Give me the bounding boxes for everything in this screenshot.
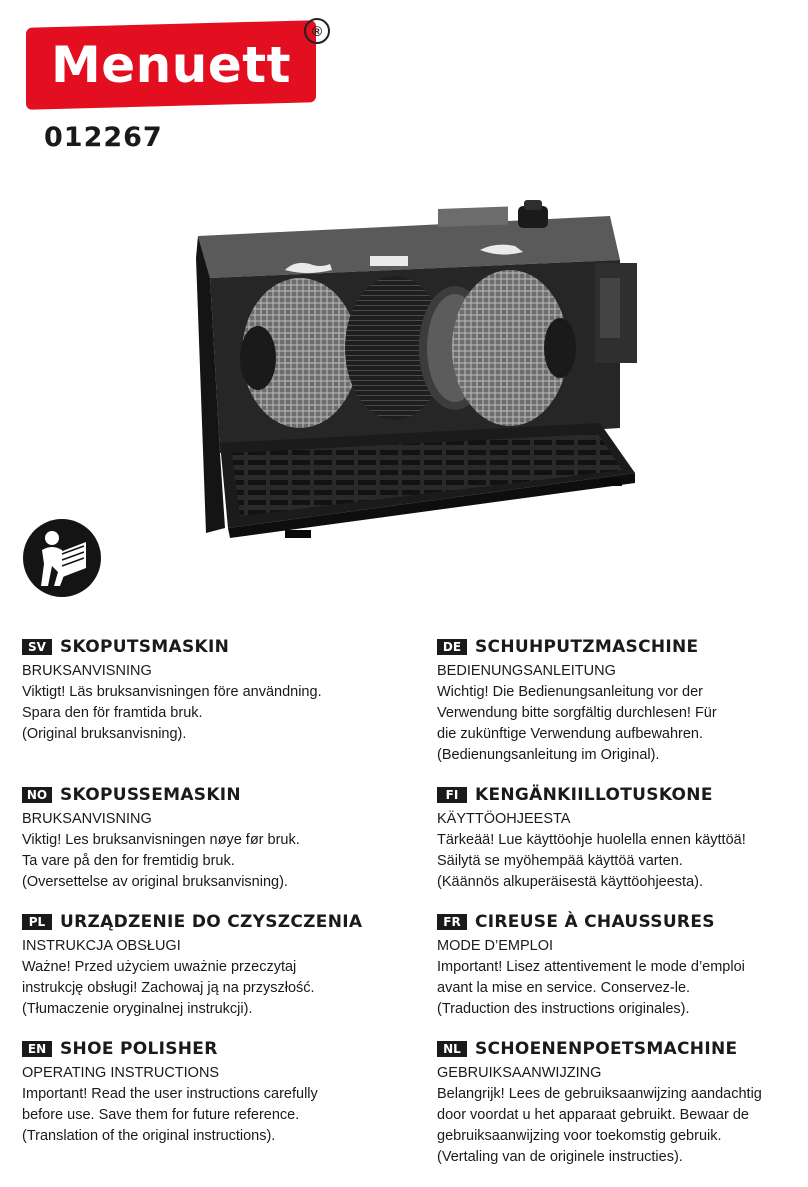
section-subtitle: INSTRUKCJA OBSŁUGI xyxy=(22,938,181,954)
lang-code: FR xyxy=(437,914,467,930)
section-title: SCHOENENPOETSMACHINE xyxy=(475,1039,738,1059)
section-line: Important! Read the user instructions carefully xyxy=(22,1086,318,1102)
section-line: Belangrijk! Lees de gebruiksaanwijzing aandachtig xyxy=(437,1086,762,1102)
section-line: Tärkeää! Lue käyttöohje huolella ennen käyttöä! xyxy=(437,832,746,848)
section-no xyxy=(22,784,392,893)
section-line: (Original bruksanvisning). xyxy=(22,726,187,742)
model-number: 012267 xyxy=(44,122,163,153)
section-line: (Käännös alkuperäisestä käyttöohjeesta). xyxy=(437,874,703,890)
section-line: Säilytä se myöhempää käyttöä varten. xyxy=(437,853,683,869)
section-subtitle: BRUKSANVISNING xyxy=(22,811,152,827)
section-line: die zukünftige Verwendung aufbewahren. xyxy=(437,726,704,742)
section-line: Important! Lisez attentivement le mode d’emploi xyxy=(437,959,745,975)
section-line: Wichtig! Die Bedienungsanleitung vor der xyxy=(437,684,703,700)
section-line: door voordat u het apparaat gebruikt. Bewaar de xyxy=(437,1107,749,1123)
product-image xyxy=(180,198,640,543)
section-line: before use. Save them for future reference. xyxy=(22,1107,300,1123)
section-title: KENGÄNKIILLOTUSKONE xyxy=(475,785,713,805)
section-line: (Translation of the original instructions). xyxy=(22,1128,276,1144)
section-line: (Bedienungsanleitung im Original). xyxy=(437,747,660,763)
section-de xyxy=(437,636,807,766)
section-title: URZĄDZENIE DO CZYSZCZENIA xyxy=(60,912,363,932)
section-fi xyxy=(437,784,807,893)
section-line: avant la mise en service. Conservez-le. xyxy=(437,980,691,996)
read-manual-icon xyxy=(22,518,102,598)
section-nl xyxy=(437,1038,807,1168)
section-line: Ta vare på den for fremtidig bruk. xyxy=(22,853,235,869)
section-line: instrukcję obsługi! Zachowaj ją na przyszłość. xyxy=(22,980,315,996)
section-pl xyxy=(22,911,392,1020)
lang-code: NL xyxy=(437,1041,467,1057)
section-line: Viktig! Les bruksanvisningen nøye før bruk. xyxy=(22,832,300,848)
section-title: SHOE POLISHER xyxy=(60,1039,218,1059)
section-sv xyxy=(22,636,392,745)
section-subtitle: OPERATING INSTRUCTIONS xyxy=(22,1065,220,1081)
lang-code: DE xyxy=(437,639,467,655)
logo-badge xyxy=(26,20,316,110)
section-subtitle: GEBRUIKSAANWIJZING xyxy=(437,1065,602,1081)
lang-code: EN xyxy=(22,1041,52,1057)
brand-logo xyxy=(22,18,332,113)
section-title: SCHUHPUTZMASCHINE xyxy=(475,637,699,657)
section-line: (Vertaling van de originele instructies). xyxy=(437,1149,683,1165)
lang-code: FI xyxy=(437,787,467,803)
lang-code: SV xyxy=(22,639,52,655)
section-line: Viktigt! Läs bruksanvisningen före användning. xyxy=(22,684,322,700)
section-title: SKOPUSSEMASKIN xyxy=(60,785,241,805)
section-line: gebruiksaanwijzing voor toekomstig gebruik. xyxy=(437,1128,722,1144)
lang-code: NO xyxy=(22,787,52,803)
section-subtitle: BRUKSANVISNING xyxy=(22,663,152,679)
registered-mark: ® xyxy=(304,18,330,44)
section-line: (Oversettelse av original bruksanvisning). xyxy=(22,874,288,890)
section-line: Spara den för framtida bruk. xyxy=(22,705,203,721)
brand-name: Menuett xyxy=(50,36,292,95)
section-title: CIREUSE À CHAUSSURES xyxy=(475,912,715,932)
section-fr xyxy=(437,911,807,1020)
section-en xyxy=(22,1038,392,1147)
section-line: Ważne! Przed użyciem uważnie przeczytaj xyxy=(22,959,297,975)
section-subtitle: KÄYTTÖOHJEESTA xyxy=(437,811,571,827)
section-title: SKOPUTSMASKIN xyxy=(60,637,230,657)
lang-code: PL xyxy=(22,914,52,930)
section-line: (Traduction des instructions originales). xyxy=(437,1001,690,1017)
section-line: (Tłumaczenie oryginalnej instrukcji). xyxy=(22,1001,253,1017)
section-subtitle: BEDIENUNGSANLEITUNG xyxy=(437,663,616,679)
section-line: Verwendung bitte sorgfältig durchlesen! Für xyxy=(437,705,717,721)
section-subtitle: MODE D’EMPLOI xyxy=(437,938,554,954)
